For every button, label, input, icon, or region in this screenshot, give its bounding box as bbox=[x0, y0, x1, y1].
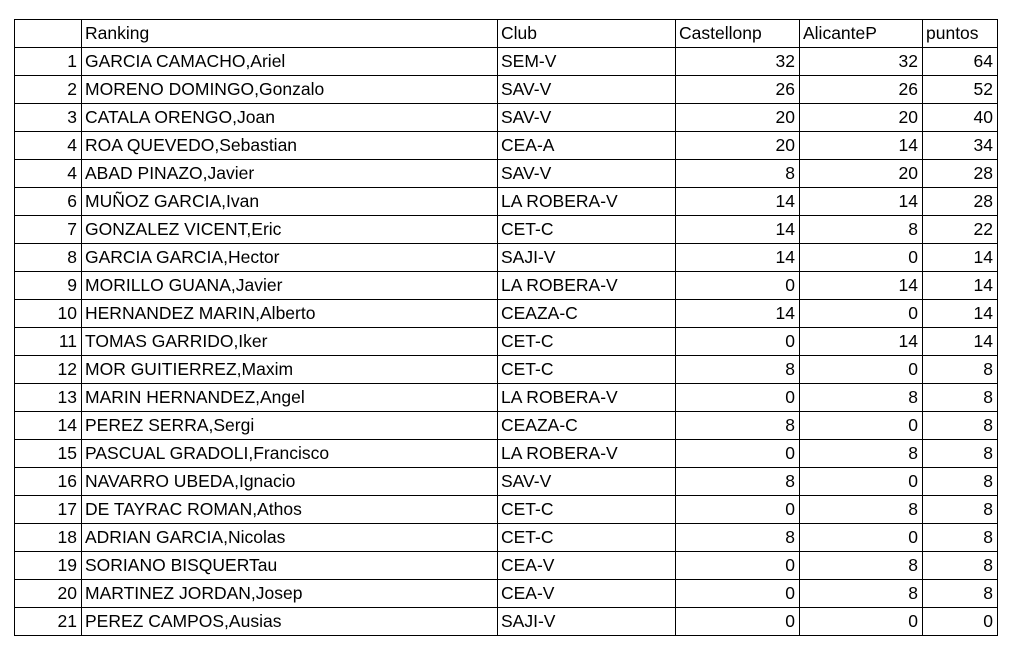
table-row bbox=[15, 272, 998, 300]
alicante-points-cell: 20 bbox=[800, 104, 923, 132]
alicante-points-cell: 14 bbox=[800, 272, 923, 300]
castellon-points-cell: 0 bbox=[676, 384, 800, 412]
total-points-cell: 14 bbox=[923, 300, 998, 328]
club-cell: SAV-V bbox=[498, 76, 676, 104]
total-points-cell: 40 bbox=[923, 104, 998, 132]
table-row bbox=[15, 496, 998, 524]
club-cell: CEA-V bbox=[498, 580, 676, 608]
player-name-cell: ROA QUEVEDO,Sebastian bbox=[82, 132, 498, 160]
player-name-cell: SORIANO BISQUERTau bbox=[82, 552, 498, 580]
rank-cell: 3 bbox=[15, 104, 82, 132]
rank-cell: 21 bbox=[15, 608, 82, 636]
player-name-cell: NAVARRO UBEDA,Ignacio bbox=[82, 468, 498, 496]
castellon-points-cell: 8 bbox=[676, 524, 800, 552]
player-name-cell: GARCIA GARCIA,Hector bbox=[82, 244, 498, 272]
rank-cell: 13 bbox=[15, 384, 82, 412]
table-row bbox=[15, 580, 998, 608]
castellon-points-cell: 0 bbox=[676, 328, 800, 356]
table-row bbox=[15, 468, 998, 496]
player-name-cell: MORENO DOMINGO,Gonzalo bbox=[82, 76, 498, 104]
rank-cell: 14 bbox=[15, 412, 82, 440]
table-row bbox=[15, 552, 998, 580]
table-row bbox=[15, 412, 998, 440]
rank-cell: 12 bbox=[15, 356, 82, 384]
rank-cell: 19 bbox=[15, 552, 82, 580]
table-row bbox=[15, 356, 998, 384]
castellon-points-cell: 0 bbox=[676, 440, 800, 468]
player-name-cell: PASCUAL GRADOLI,Francisco bbox=[82, 440, 498, 468]
alicante-points-cell: 26 bbox=[800, 76, 923, 104]
alicante-points-cell: 0 bbox=[800, 412, 923, 440]
player-name-cell: DE TAYRAC ROMAN,Athos bbox=[82, 496, 498, 524]
club-cell: CET-C bbox=[498, 524, 676, 552]
rank-cell: 18 bbox=[15, 524, 82, 552]
table-row bbox=[15, 608, 998, 636]
rank-cell: 10 bbox=[15, 300, 82, 328]
club-cell: CET-C bbox=[498, 216, 676, 244]
alicante-points-cell: 8 bbox=[800, 216, 923, 244]
castellon-points-cell: 0 bbox=[676, 272, 800, 300]
club-cell: LA ROBERA-V bbox=[498, 440, 676, 468]
club-cell: CEAZA-C bbox=[498, 300, 676, 328]
club-cell: CET-C bbox=[498, 496, 676, 524]
table-row bbox=[15, 440, 998, 468]
club-cell: SAV-V bbox=[498, 160, 676, 188]
total-points-cell: 14 bbox=[923, 244, 998, 272]
alicante-points-cell: 32 bbox=[800, 48, 923, 76]
table-row bbox=[15, 160, 998, 188]
total-points-cell: 8 bbox=[923, 384, 998, 412]
total-points-cell: 0 bbox=[923, 608, 998, 636]
total-points-cell: 52 bbox=[923, 76, 998, 104]
header-puntos: puntos bbox=[923, 20, 998, 48]
ranking-table bbox=[14, 19, 998, 636]
castellon-points-cell: 14 bbox=[676, 188, 800, 216]
total-points-cell: 8 bbox=[923, 580, 998, 608]
alicante-points-cell: 0 bbox=[800, 524, 923, 552]
player-name-cell: MARIN HERNANDEZ,Angel bbox=[82, 384, 498, 412]
rank-cell: 6 bbox=[15, 188, 82, 216]
alicante-points-cell: 8 bbox=[800, 552, 923, 580]
player-name-cell: HERNANDEZ MARIN,Alberto bbox=[82, 300, 498, 328]
club-cell: SAJI-V bbox=[498, 244, 676, 272]
table-row bbox=[15, 384, 998, 412]
header-rank bbox=[15, 20, 82, 48]
rank-cell: 15 bbox=[15, 440, 82, 468]
player-name-cell: CATALA ORENGO,Joan bbox=[82, 104, 498, 132]
alicante-points-cell: 14 bbox=[800, 188, 923, 216]
total-points-cell: 14 bbox=[923, 272, 998, 300]
player-name-cell: ABAD PINAZO,Javier bbox=[82, 160, 498, 188]
player-name-cell: ADRIAN GARCIA,Nicolas bbox=[82, 524, 498, 552]
player-name-cell: MOR GUITIERREZ,Maxim bbox=[82, 356, 498, 384]
alicante-points-cell: 14 bbox=[800, 328, 923, 356]
rank-cell: 2 bbox=[15, 76, 82, 104]
table-row bbox=[15, 76, 998, 104]
alicante-points-cell: 0 bbox=[800, 300, 923, 328]
club-cell: CEAZA-C bbox=[498, 412, 676, 440]
castellon-points-cell: 26 bbox=[676, 76, 800, 104]
total-points-cell: 28 bbox=[923, 160, 998, 188]
header-ranking: Ranking bbox=[82, 20, 498, 48]
club-cell: CET-C bbox=[498, 356, 676, 384]
table-row bbox=[15, 244, 998, 272]
castellon-points-cell: 20 bbox=[676, 132, 800, 160]
total-points-cell: 8 bbox=[923, 356, 998, 384]
alicante-points-cell: 0 bbox=[800, 244, 923, 272]
alicante-points-cell: 8 bbox=[800, 580, 923, 608]
castellon-points-cell: 14 bbox=[676, 216, 800, 244]
total-points-cell: 28 bbox=[923, 188, 998, 216]
castellon-points-cell: 0 bbox=[676, 580, 800, 608]
rank-cell: 17 bbox=[15, 496, 82, 524]
rank-cell: 11 bbox=[15, 328, 82, 356]
club-cell: CET-C bbox=[498, 328, 676, 356]
player-name-cell: TOMAS GARRIDO,Iker bbox=[82, 328, 498, 356]
club-cell: SEM-V bbox=[498, 48, 676, 76]
table-row bbox=[15, 48, 998, 76]
player-name-cell: MARTINEZ JORDAN,Josep bbox=[82, 580, 498, 608]
rank-cell: 4 bbox=[15, 160, 82, 188]
alicante-points-cell: 20 bbox=[800, 160, 923, 188]
castellon-points-cell: 8 bbox=[676, 468, 800, 496]
player-name-cell: PEREZ CAMPOS,Ausias bbox=[82, 608, 498, 636]
table-row bbox=[15, 216, 998, 244]
alicante-points-cell: 8 bbox=[800, 440, 923, 468]
alicante-points-cell: 8 bbox=[800, 496, 923, 524]
rank-cell: 7 bbox=[15, 216, 82, 244]
header-alicante: AlicanteP bbox=[800, 20, 923, 48]
total-points-cell: 8 bbox=[923, 552, 998, 580]
castellon-points-cell: 8 bbox=[676, 356, 800, 384]
castellon-points-cell: 14 bbox=[676, 244, 800, 272]
alicante-points-cell: 14 bbox=[800, 132, 923, 160]
header-castellon: Castellonp bbox=[676, 20, 800, 48]
player-name-cell: GONZALEZ VICENT,Eric bbox=[82, 216, 498, 244]
rank-cell: 20 bbox=[15, 580, 82, 608]
alicante-points-cell: 0 bbox=[800, 356, 923, 384]
total-points-cell: 14 bbox=[923, 328, 998, 356]
total-points-cell: 64 bbox=[923, 48, 998, 76]
alicante-points-cell: 0 bbox=[800, 468, 923, 496]
alicante-points-cell: 0 bbox=[800, 608, 923, 636]
castellon-points-cell: 14 bbox=[676, 300, 800, 328]
player-name-cell: MUÑOZ GARCIA,Ivan bbox=[82, 188, 498, 216]
total-points-cell: 8 bbox=[923, 524, 998, 552]
castellon-points-cell: 0 bbox=[676, 496, 800, 524]
club-cell: SAV-V bbox=[498, 468, 676, 496]
table-row bbox=[15, 104, 998, 132]
rank-cell: 16 bbox=[15, 468, 82, 496]
castellon-points-cell: 0 bbox=[676, 608, 800, 636]
club-cell: CEA-V bbox=[498, 552, 676, 580]
total-points-cell: 34 bbox=[923, 132, 998, 160]
total-points-cell: 8 bbox=[923, 496, 998, 524]
castellon-points-cell: 0 bbox=[676, 552, 800, 580]
table-row bbox=[15, 300, 998, 328]
player-name-cell: GARCIA CAMACHO,Ariel bbox=[82, 48, 498, 76]
rank-cell: 9 bbox=[15, 272, 82, 300]
table-row bbox=[15, 188, 998, 216]
table-row bbox=[15, 524, 998, 552]
player-name-cell: MORILLO GUANA,Javier bbox=[82, 272, 498, 300]
castellon-points-cell: 32 bbox=[676, 48, 800, 76]
rank-cell: 1 bbox=[15, 48, 82, 76]
castellon-points-cell: 8 bbox=[676, 160, 800, 188]
castellon-points-cell: 20 bbox=[676, 104, 800, 132]
header-club: Club bbox=[498, 20, 676, 48]
total-points-cell: 22 bbox=[923, 216, 998, 244]
club-cell: LA ROBERA-V bbox=[498, 272, 676, 300]
castellon-points-cell: 8 bbox=[676, 412, 800, 440]
alicante-points-cell: 8 bbox=[800, 384, 923, 412]
club-cell: LA ROBERA-V bbox=[498, 384, 676, 412]
table-row bbox=[15, 132, 998, 160]
rank-cell: 4 bbox=[15, 132, 82, 160]
rank-cell: 8 bbox=[15, 244, 82, 272]
club-cell: SAV-V bbox=[498, 104, 676, 132]
club-cell: CEA-A bbox=[498, 132, 676, 160]
header-row bbox=[15, 20, 998, 48]
table-row bbox=[15, 328, 998, 356]
total-points-cell: 8 bbox=[923, 440, 998, 468]
total-points-cell: 8 bbox=[923, 468, 998, 496]
club-cell: LA ROBERA-V bbox=[498, 188, 676, 216]
total-points-cell: 8 bbox=[923, 412, 998, 440]
player-name-cell: PEREZ SERRA,Sergi bbox=[82, 412, 498, 440]
club-cell: SAJI-V bbox=[498, 608, 676, 636]
